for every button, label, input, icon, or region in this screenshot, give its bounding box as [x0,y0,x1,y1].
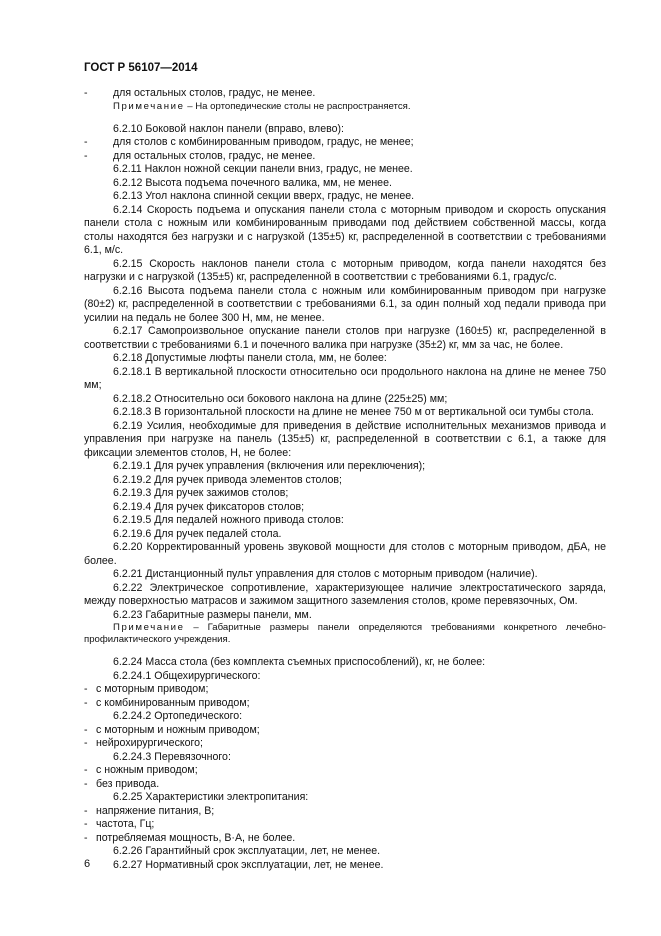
list-item: - для столов с комбинированным приводом, градус, не менее; [84,136,414,148]
clause-6-2-11: 6.2.11 Наклон ножной секции панели вниз, градус, не менее. [113,163,413,175]
clause-6-2-27: 6.2.27 Нормативный срок эксплуатации, лет, не менее. [113,858,384,871]
list-item: - потребляемая мощность, В·А, не более. [84,831,296,844]
list-item: - частота, Гц; [84,818,155,830]
clause-6-2-19-4: 6.2.19.4 Для ручек фиксаторов столов; [113,500,305,513]
list-item: - для остальных столов, градус, не менее. [84,149,316,162]
list-item: - с моторным и ножным приводом; [84,723,260,736]
clause-6-2-13: 6.2.13 Угол наклона спинной секции вверх, градус, не менее. [113,190,415,202]
clause-6-2-19-6: 6.2.19.6 Для ручек педалей стола. [113,527,282,540]
clause-6-2-18-3: 6.2.18.3 В горизонтальной плоскости на длине не менее 750 м от вертикальной оси тумбы стола. [113,406,594,418]
clause-6-2-15: 6.2.15 Скорость наклонов панели стола с моторным приводом, когда панели находятся без нагрузки и с нагрузкой (135±5) кг, распределенной в соответствии с требованиями 6.1, градус/с. [84,257,606,283]
clause-6-2-24: 6.2.24 Масса стола (без комплекта съемных приспособлений), кг, не более: [113,656,486,668]
document-body [84,87,606,872]
clause-6-2-24-1: 6.2.24.1 Общехирургического: [113,669,261,682]
note: Примечание – Габаритные размеры панели определяются требованиями конкретного лечебно-профилактического учреждения. [84,622,606,645]
clause-6-2-25: 6.2.25 Характеристики электропитания: [113,791,309,803]
clause-6-2-14: 6.2.14 Скорость подъема и опускания панели стола с моторным приводом и скорость опускания панели стола с ножным или комбинированным приводами под действием собственной массы, когда столы находятся без нагрузки и с нагрузкой (135±5) кг, распределенной в соответствии с требованиями 6.1, м/с. [84,203,606,256]
clause-6-2-12: 6.2.12 Высота подъема почечного валика, мм, не менее. [113,176,392,189]
clause-6-2-20: 6.2.20 Корректированный уровень звуковой мощности для столов с моторным приводом, дБА, не более. [84,541,606,567]
clause-6-2-19-5: 6.2.19.5 Для педалей ножного привода столов: [113,514,344,526]
clause-6-2-19-2: 6.2.19.2 Для ручек привода элементов столов; [113,473,342,486]
list-item: - для остальных столов, градус, не менее. [84,87,316,99]
list-item: - с ножным приводом; [84,764,198,776]
clause-6-2-23: 6.2.23 Габаритные размеры панели, мм. [113,608,312,621]
clause-6-2-18: 6.2.18 Допустимые люфты панели стола, мм, не более: [113,352,387,364]
clause-6-2-18-1: 6.2.18.1 В вертикальной плоскости относительно оси продольного наклона на длине не менее 750 мм; [84,365,606,391]
list-item: - напряжение питания, В; [84,804,215,817]
clause-6-2-17: 6.2.17 Самопроизвольное опускание панели столов при нагрузке (160±5) кг, распределенной в соответствии с требованиями 6.1 и почечного валика при нагрузке (35±2) кг, мм за час, не более. [84,325,606,351]
list-item: - нейрохирургического; [84,737,203,749]
note: Примечание – На ортопедические столы не распространяется. [113,100,411,112]
clause-6-2-19-1: 6.2.19.1 Для ручек управления (включения или переключения); [113,460,426,472]
clause-6-2-21: 6.2.21 Дистанционный пульт управления для столов с моторным приводом (наличие). [113,568,538,580]
list-item: - без привода. [84,777,160,790]
list-item: - с моторным приводом; [84,683,209,695]
clause-6-2-22: 6.2.22 Электрическое сопротивление, характеризующее наличие электростатического заряда, между поверхностью матрасов и зажимом защитного заземления столов, кроме перевязочных, Ом. [84,581,606,607]
clause-6-2-19-3: 6.2.19.3 Для ручек зажимов столов; [113,487,289,499]
clause-6-2-16: 6.2.16 Высота подъема панели стола с ножным или комбинированным приводом при нагрузке (80±2) кг, распределенной в соответствии с требованиями 6.1, за один полный ход педали привода при усилии на педаль не более 300 Н, мм, не менее. [84,284,606,324]
clause-6-2-24-2: 6.2.24.2 Ортопедического: [113,710,243,722]
clause-6-2-26: 6.2.26 Гарантийный срок эксплуатации, лет, не менее. [113,845,381,857]
page-number: 6 [84,858,91,870]
standard-header: ГОСТ Р 56107—2014 [84,62,198,74]
clause-6-2-24-3: 6.2.24.3 Перевязочного: [113,750,231,763]
clause-6-2-10: 6.2.10 Боковой наклон панели (вправо, влево): [113,122,344,135]
clause-6-2-18-2: 6.2.18.2 Относительно оси бокового наклона на длине (225±25) мм; [113,392,448,405]
list-item: - с комбинированным приводом; [84,696,250,709]
clause-6-2-19: 6.2.19 Усилия, необходимые для приведения в действие исполнительных механизмов привода и управления при нагрузке на панель (135±5) кг, распределенной в соответствии с 6.1, а также для фиксации элементов столов, Н, не более: [84,419,606,459]
